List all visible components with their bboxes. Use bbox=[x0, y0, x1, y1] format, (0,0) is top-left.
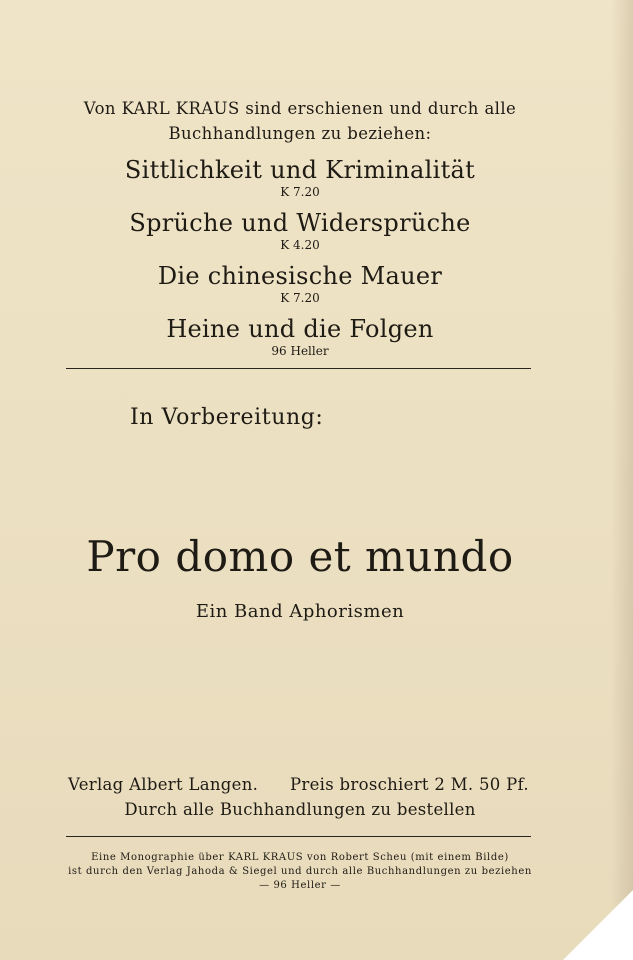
book-title-4: Heine und die Folgen bbox=[166, 315, 434, 343]
intro-text bbox=[0, 96, 600, 146]
book-price-4: 96 Heller bbox=[271, 344, 329, 358]
book-title-3: Die chinesische Mauer bbox=[157, 262, 443, 290]
book-price-2: K 4.20 bbox=[280, 238, 320, 252]
book-title-1: Sittlichkeit und Kriminalität bbox=[124, 156, 476, 184]
footer-note bbox=[0, 851, 600, 893]
book-title-2: Sprüche und Widersprüche bbox=[129, 209, 471, 237]
book-price-3: K 7.20 bbox=[280, 291, 320, 305]
page-corner-fold bbox=[563, 890, 633, 960]
featured-subtitle: Ein Band Aphorismen bbox=[195, 601, 405, 622]
publisher-name: Verlag Albert Langen. bbox=[68, 775, 259, 794]
page-edge-shadow bbox=[611, 0, 633, 960]
footer-line-3: — 96 Heller — bbox=[259, 880, 341, 891]
intro-line-1: Von KARL KRAUS sind erschienen und durch alle bbox=[83, 99, 517, 118]
footer-line-2: ist durch den Verlag Jahoda & Siegel und durch alle Buchhandlungen zu beziehen bbox=[68, 866, 532, 877]
featured-title: Pro domo et mundo bbox=[86, 532, 514, 581]
divider-top bbox=[66, 368, 531, 369]
footer-line-1: Eine Monographie über KARL KRAUS von Robert Scheu (mit einem Bilde) bbox=[91, 852, 509, 863]
divider-bottom bbox=[66, 836, 531, 837]
book-price-1: K 7.20 bbox=[280, 185, 320, 199]
order-note: Durch alle Buchhandlungen zu bestellen bbox=[124, 800, 476, 819]
publisher-price: Preis broschiert 2 M. 50 Pf. bbox=[290, 775, 529, 794]
intro-line-2: Buchhandlungen zu beziehen: bbox=[168, 124, 432, 143]
preparation-heading: In Vorbereitung: bbox=[130, 405, 324, 430]
